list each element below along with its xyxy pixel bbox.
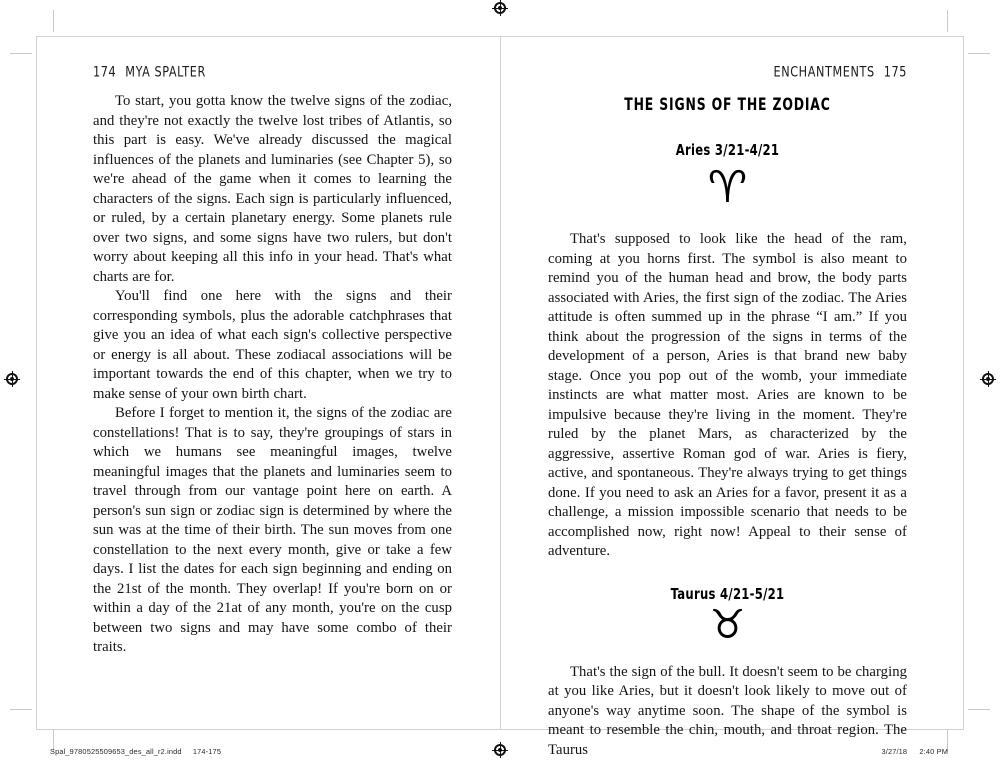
right-folio-number: 175 [883, 62, 907, 80]
taurus-body [548, 663, 907, 761]
footer-time: 2:40 PM [919, 747, 948, 756]
paragraph: Before I forget to mention it, the signs of the zodiac are constellations! That is to say, they're groupings of stars in which we humans see meaningful images, twelve meaningful images that the planets and luminaries seem to travel through from our vantage point here on earth. A person's sun sign or zodiac sign is determined by where the sun was at the time of their birth. The sun moves from one constellation to the next every month, give or take a few days. I list the dates for each sign beginning and ending on the 21st of the month. They overlap! If you're born on or within a day of the 21at of any month, you're on the cusp between two signs and may have some combo of their traits. [93, 405, 452, 655]
footer-file-slug [50, 747, 221, 756]
sign-name-taurus: Taurus 4/21-5/21 [670, 584, 785, 602]
aries-body [548, 230, 907, 562]
registration-mark-right [980, 371, 996, 387]
registration-mark-top [492, 0, 508, 16]
aries-ram-glyph-icon: ♈ [707, 162, 748, 213]
paragraph: You'll find one here with the signs and their corresponding symbols, plus the adorable catchphrases that give you an idea of what each sign's collective perspective or energy is all about. These zodiacal associations will be important towards the end of this chapter, when we try to make sense of your own birth chart. [93, 288, 452, 402]
footer-filename: Spal_9780525509653_des_all_r2.indd [50, 747, 182, 756]
section-title: THE SIGNS OF THE ZODIAC [624, 95, 831, 115]
registration-mark-bottom [492, 742, 508, 758]
left-page [37, 37, 500, 729]
crop-mark-top-left-vertical [53, 10, 54, 32]
crop-mark-top-right-horizontal [968, 53, 990, 54]
left-running-head [93, 63, 452, 83]
paragraph: To start, you gotta know the twelve signs of the zodiac, and they're not exactly the twelve lost tribes of Atlantis, so this part is easy. We've already discussed the magical influences of the planets and luminaries (see Chapter 5), so we're ahead of the game when it comes to learning the characters of the signs. Each sign is particularly influenced, or ruled, by a certain planetary energy. Some planets rule over two signs, and some signs have two rulers, but don't worry about keeping all this info in your head. That's what charts are for. [93, 93, 452, 285]
footer-date: 3/27/18 [881, 747, 908, 756]
sign-heading-aries [548, 140, 907, 213]
left-running-head-title: MYA SPALTER [125, 62, 206, 80]
crop-mark-top-right-vertical [947, 10, 948, 32]
left-page-body [93, 92, 452, 658]
crop-mark-bottom-left-horizontal [10, 709, 32, 710]
right-running-head-title: ENCHANTMENTS [773, 62, 875, 80]
left-folio-number: 174 [93, 62, 117, 80]
footer-timestamp [881, 747, 948, 756]
paragraph: That's supposed to look like the head of the ram, coming at you horns first. The symbol is also meant to remind you of the human head and brow, the body parts associated with Aries, the first sign of the zodiac. The Aries attitude is often summed up in the phrase “I am.” If you think about the progression of the signs in terms of the development of a person, Aries is that brand new baby stage. Once you pop out of the womb, your immediate instincts are what matter most. Aries are known to be impulsive because they're living in the moment. They're ruled by the planet Mars, as characterized by the aggressive, assertive Roman god of war. Aries is fiery, active, and spontaneous. They're always trying to get things done. If you need to ask an Aries for a favor, present it as a challenge, a mission impossible scenario that needs to be accomplished now, right now! Appeal to their sense of adventure. [548, 231, 907, 559]
registration-mark-left [4, 371, 20, 387]
sign-heading-taurus [548, 584, 907, 648]
crop-mark-top-left-horizontal [10, 53, 32, 54]
paragraph: That's the sign of the bull. It doesn't seem to be charging at you like Aries, but it doesn't look likely to move out of anyone's way anytime soon. The shape of the symbol is meant to resemble the chin, mouth, and throat region. The Taurus [548, 663, 907, 758]
taurus-bull-glyph-icon: ♉ [709, 601, 746, 648]
footer-page-range: 174-175 [192, 747, 222, 756]
sign-name-aries: Aries 3/21-4/21 [675, 140, 780, 159]
crop-mark-bottom-right-horizontal [968, 709, 990, 710]
right-running-head [548, 63, 907, 83]
